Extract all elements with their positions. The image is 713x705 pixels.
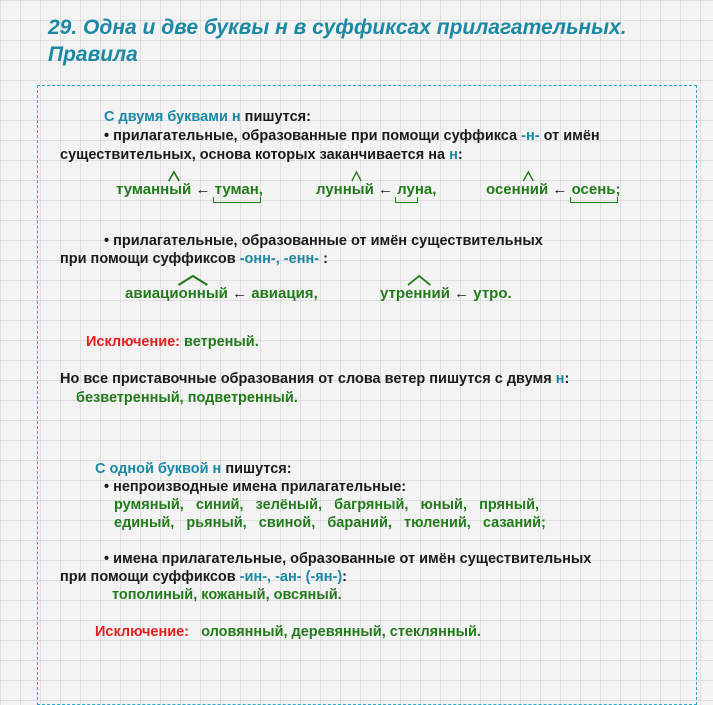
note-letter: н xyxy=(555,371,565,387)
section2-rule2-line2 xyxy=(60,568,347,586)
exception-label: Исключение: xyxy=(86,334,181,350)
section2-rule2-line1: • имена прилагательные, образованные от имён существительных xyxy=(104,551,592,567)
suffix-mark-icon xyxy=(486,171,548,181)
section1-note xyxy=(60,370,569,388)
page-title xyxy=(48,14,688,68)
section2-heading-rest: пишутся: xyxy=(221,461,292,477)
example-word xyxy=(380,285,450,303)
punct: , xyxy=(313,285,318,302)
section1-rule1-line2 xyxy=(60,146,463,164)
word-text: авиационный xyxy=(125,285,228,302)
section1-heading-highlight: С двумя буквами н xyxy=(104,109,241,125)
rule2-colon: : xyxy=(319,251,328,267)
base-text: осень xyxy=(571,181,616,198)
word: юный, xyxy=(420,497,467,513)
suffix-mark-icon xyxy=(380,275,450,285)
s2-rule2-suffixes: -ин-, -ан- (-ян-) xyxy=(239,569,343,585)
word-text: туманный xyxy=(116,181,192,198)
example-tumannyi xyxy=(116,181,263,199)
example-base: утро xyxy=(473,285,508,302)
rule1-colon: : xyxy=(457,147,463,163)
section1-exception xyxy=(86,333,259,351)
punct: . xyxy=(507,285,512,302)
example-base xyxy=(572,181,616,199)
example-base: авиация xyxy=(251,285,314,302)
section2-words-line2 xyxy=(114,514,546,532)
word: бараний, xyxy=(327,515,392,531)
punct: , xyxy=(432,181,437,198)
word: румяный, xyxy=(114,497,184,513)
word: рьяный, xyxy=(186,515,247,531)
example-base xyxy=(397,181,432,199)
word-text: лунный xyxy=(316,181,374,198)
word: единый, xyxy=(114,515,175,531)
example-word xyxy=(316,181,374,199)
root-bracket-icon xyxy=(213,197,261,203)
suffix-mark-icon xyxy=(316,171,374,181)
root-bracket-icon xyxy=(395,197,418,203)
section1-rule1-line1 xyxy=(104,127,600,145)
rule2-line2-text: при помощи суффиксов xyxy=(60,251,240,267)
example-lunnyi xyxy=(316,181,436,199)
suffix-mark-icon xyxy=(125,275,228,285)
word: тюлений, xyxy=(403,515,471,531)
word: багряный, xyxy=(334,497,409,513)
section1-note-examples: безветренный, подветренный. xyxy=(76,390,298,406)
section2-words-line1 xyxy=(114,496,539,514)
title-line-2: Правила xyxy=(48,43,138,66)
left-arrow-icon: ← xyxy=(195,181,211,198)
note-text: Но все приставочные образования от слова ветер пишутся с двумя xyxy=(60,371,556,387)
word: свиной, xyxy=(258,515,316,531)
root-bracket-icon xyxy=(570,197,618,203)
punct: , xyxy=(258,181,263,198)
example-word xyxy=(125,285,228,303)
punct: ; xyxy=(615,181,621,198)
rule1-text: • прилагательные, образованные при помощи суффикса xyxy=(104,128,522,144)
base-text: туман xyxy=(214,181,259,198)
s2-rule2-line2-text: при помощи суффиксов xyxy=(60,569,240,585)
section2-exception xyxy=(95,623,481,641)
rule1-after-suffix: от имён xyxy=(539,128,600,144)
section1-rule2-line2 xyxy=(60,250,328,268)
exception-word: ветреный. xyxy=(184,334,259,350)
section1-rule2-line1: • прилагательные, образованные от имён существительных xyxy=(104,233,543,249)
left-arrow-icon: ← xyxy=(378,181,393,198)
rule1-letter: н xyxy=(449,147,458,163)
left-arrow-icon: ← xyxy=(232,285,248,302)
exception-words: оловянный, деревянный, стеклянный. xyxy=(201,624,481,640)
word-text: осенний xyxy=(486,181,549,198)
word: синий, xyxy=(195,497,244,513)
title-line-1: 29. Одна и две буквы н в суффиксах прилагательных. xyxy=(48,16,627,39)
word: зелёный, xyxy=(255,497,323,513)
example-word xyxy=(486,181,548,199)
exception-label: Исключение: xyxy=(95,624,190,640)
example-base xyxy=(215,181,259,199)
word: пряный, xyxy=(479,497,540,513)
example-utrennii xyxy=(380,285,512,303)
example-osennii xyxy=(486,181,621,199)
section2-rule1: • непроизводные имена прилагательные: xyxy=(104,479,407,495)
example-word xyxy=(116,181,191,199)
word: сазаний; xyxy=(482,515,546,531)
left-arrow-icon: ← xyxy=(552,181,568,198)
rule2-suffixes: -онн-, -енн- xyxy=(239,251,320,267)
left-arrow-icon: ← xyxy=(454,285,470,302)
base-text: луна xyxy=(397,181,433,198)
example-aviatsionnyi xyxy=(125,285,318,303)
s2-rule2-colon: : xyxy=(342,569,347,585)
rule1-line2-text: существительных, основа которых заканчивается на xyxy=(60,147,450,163)
section1-heading-rest: пишутся: xyxy=(240,109,311,125)
word-text: утренний xyxy=(380,285,450,302)
section2-examples: тополиный, кожаный, овсяный. xyxy=(112,587,342,603)
note-colon: : xyxy=(564,371,570,387)
section2-heading-highlight: С одной буквой н xyxy=(95,461,222,477)
section1-heading xyxy=(104,108,311,126)
section2-heading xyxy=(95,460,292,478)
suffix-mark-icon xyxy=(116,171,191,181)
rule1-suffix: -н- xyxy=(521,128,540,144)
